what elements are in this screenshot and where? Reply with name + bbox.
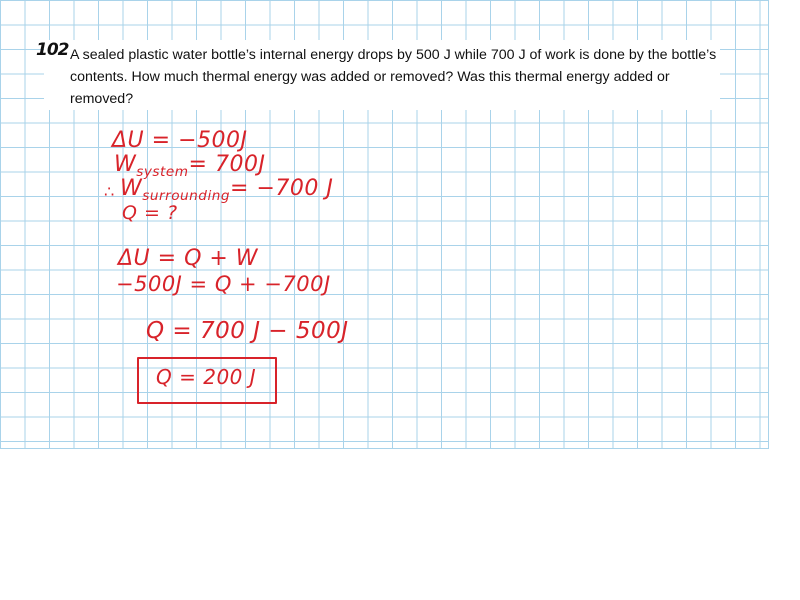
substituted-equation: −500J = Q + −700J <box>116 272 331 296</box>
work-surrounding-value: = −700 J <box>230 176 334 201</box>
work-surrounding-subscript: surrounding <box>142 187 231 204</box>
problem-text: A sealed plastic water bottle’s internal energy drops by 500 J while 700 J of work is done by the bottle’s contents. How much thermal energy was added or removed? Was this thermal energy added or removed? <box>70 47 717 107</box>
final-answer: Q = 200 J <box>156 365 257 389</box>
first-law-equation: ΔU = Q + W <box>118 246 259 271</box>
problem-number: 102 <box>36 40 69 60</box>
unknown-q: Q = ? <box>122 202 178 224</box>
work-system-symbol: W <box>114 152 137 177</box>
work-surrounding <box>120 176 333 204</box>
work-system-value: = 700J <box>188 152 266 177</box>
therefore-symbol: ∴ <box>104 182 115 201</box>
given-delta-u: ΔU = −500J <box>112 128 248 153</box>
work-surrounding-symbol: W <box>120 176 143 201</box>
solved-equation: Q = 700 J − 500J <box>146 318 349 344</box>
work-system-subscript: system <box>136 163 189 180</box>
